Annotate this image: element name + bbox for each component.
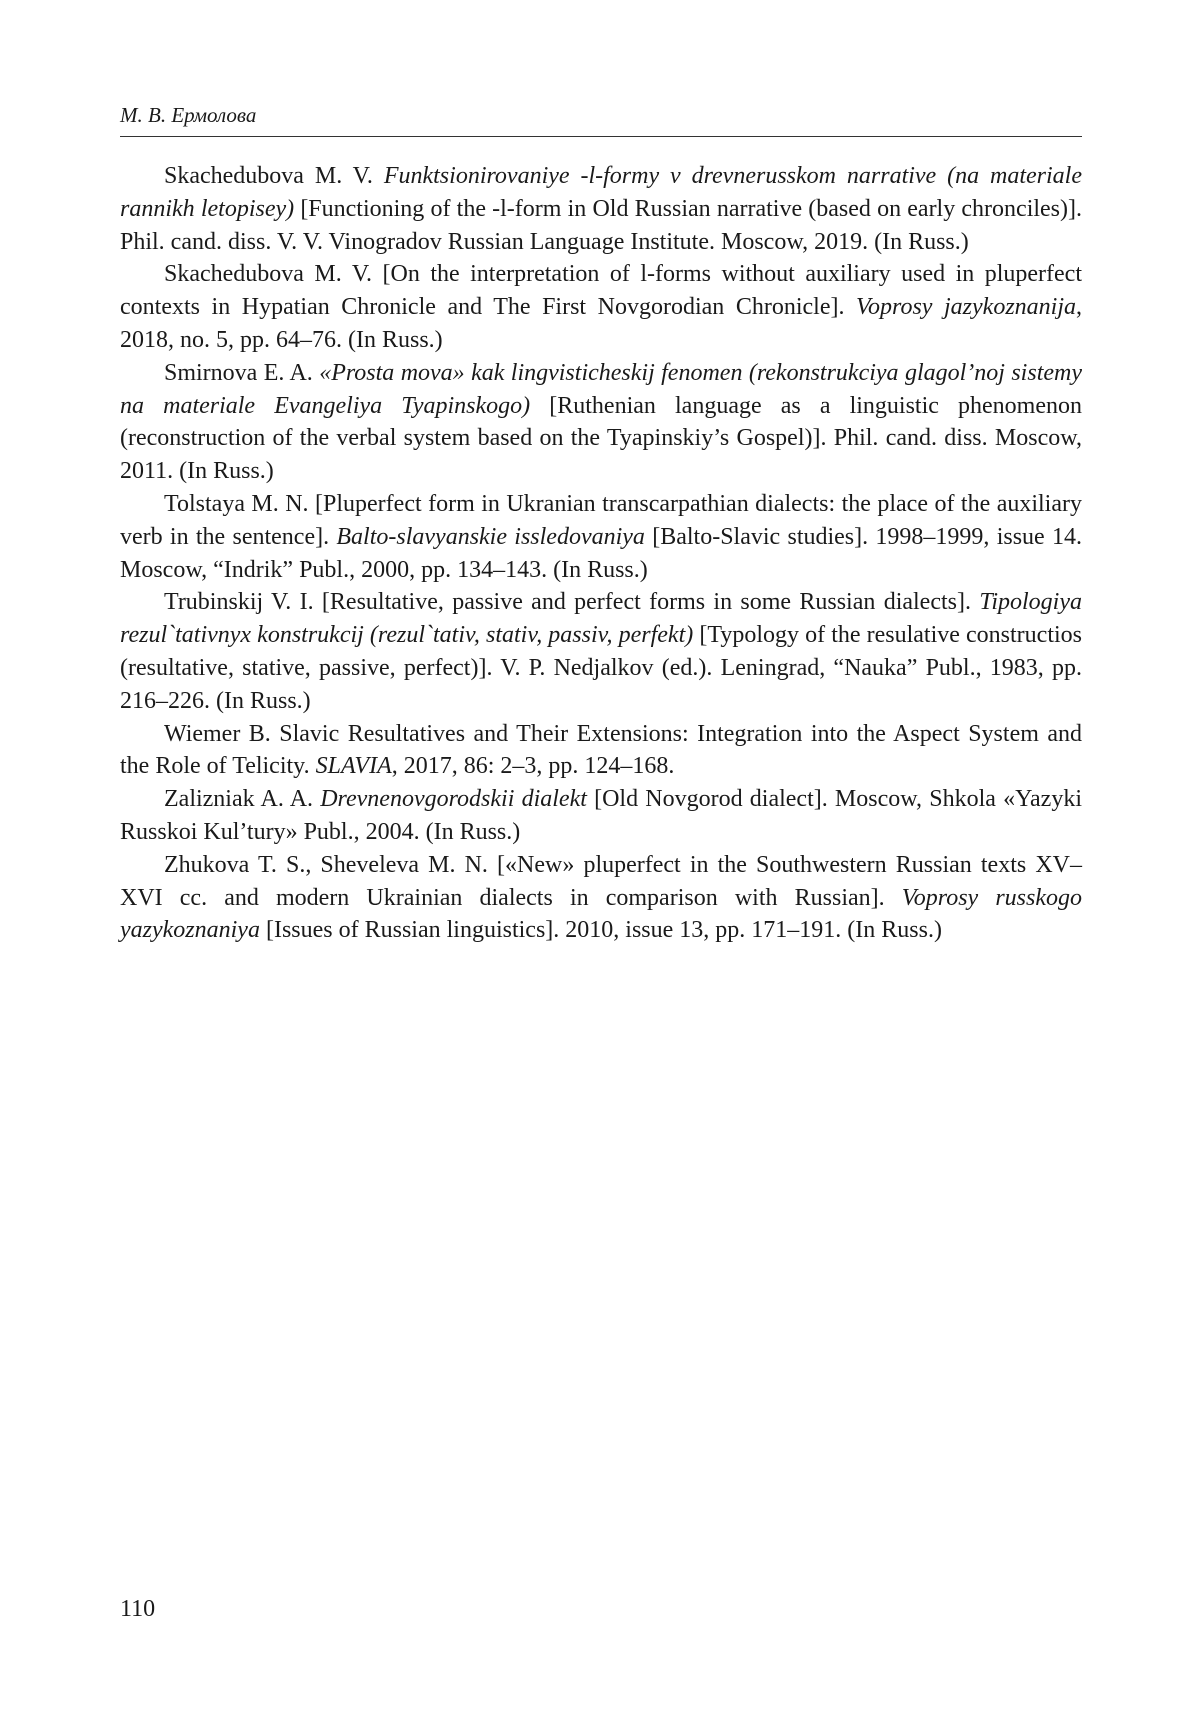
reference-title: Tipologiya rezul`tativnyx konstrukcij (rezul`tativ, stativ, passiv, perfekt): [120, 589, 1082, 649]
reference-entry: [120, 783, 1082, 849]
reference-title: SLAVIA: [315, 753, 392, 780]
reference-entry: [120, 718, 1082, 784]
reference-text: [Functioning of the -l-form in Old Russian narrative (based on early chronciles)]. Phil. cand. diss. V. V. Vinogradov Russian Language Institute. Moscow, 2019. (In Russ.): [120, 195, 1083, 255]
reference-entry: [120, 160, 1082, 258]
reference-text: Zhukova T. S., Sheveleva M. N. [«New» pluperfect in the Southwestern Russian texts XV–XVI cc. and modern Ukrainian dialects in comparison with Russian].: [120, 851, 1082, 911]
page-number: 110: [120, 1596, 156, 1622]
reference-list: [120, 160, 1082, 947]
reference-entry: [120, 258, 1082, 356]
reference-title: Voprosy russkogo yazykoznaniya: [120, 884, 1082, 944]
reference-text: Trubinskij V. I. [Resultative, passive and perfect forms in some Russian dialects].: [164, 589, 980, 616]
reference-text: Smirnova E. A.: [164, 359, 320, 386]
reference-text: Tolstaya M. N. [Pluperfect form in Ukranian transcarpathian dialects: the place of the auxiliary verb in the sentence].: [120, 490, 1082, 550]
reference-title: Voprosy jazykoznanija: [856, 294, 1076, 321]
header-author: М. В. Ермолова: [120, 103, 257, 127]
reference-text: [Typology of the resulative constructios (resultative, stative, passive, perfect)]. V. P. Nedjalkov (ed.). Leningrad, “Nauka” Publ., 1983, pp. 216–226. (In Russ.): [120, 622, 1082, 714]
reference-text: , 2018, no. 5, pp. 64–76. (In Russ.): [120, 294, 1082, 353]
reference-text: [Ruthenian language as a linguistic phenomenon (reconstruction of the verbal system based on the Tyapinskiy’s Gospel)]. Phil. cand. diss. Moscow, 2011. (In Russ.): [120, 392, 1083, 485]
reference-title: «Prosta mova» kak lingvisticheskij fenomen (rekonstrukciya glagol’noj sistemy na materiale Evangeliya Tyapinskogo): [120, 359, 1082, 419]
running-header: [120, 102, 1082, 137]
reference-title: Balto-slavyanskie issledovaniya: [336, 523, 645, 550]
reference-entry: [120, 488, 1082, 586]
reference-text: [Issues of Russian linguistics]. 2010, issue 13, pp. 171–191. (In Russ.): [259, 917, 942, 944]
reference-text: Zalizniak A. A.: [164, 786, 321, 813]
reference-title: Drevnenovgorodskii dialekt: [320, 786, 587, 813]
reference-entry: [120, 586, 1082, 717]
reference-entry: [120, 849, 1082, 947]
reference-text: [Balto-Slavic studies]. 1998–1999, issue 14. Moscow, “Indrik” Publ., 2000, pp. 134–143. (In Russ.): [120, 523, 1082, 583]
reference-text: Skachedubova M. V.: [164, 163, 384, 189]
reference-text: [Old Novgorod dialect]. Moscow, Shkola «Yazyki Russkoi Kul’tury» Publ., 2004. (In Russ.): [120, 786, 1082, 845]
reference-text: Wiemer B. Slavic Resultatives and Their Extensions: Integration into the Aspect System and the Role of Telicity.: [120, 720, 1082, 780]
reference-entry: [120, 357, 1082, 488]
reference-title: Funktsionirovaniye -l-formy v drevnerusskom narrative (na materiale rannikh letopisey): [120, 163, 1082, 222]
reference-text: , 2017, 86: 2–3, pp. 124–168.: [391, 753, 675, 780]
reference-text: Skachedubova M. V. [On the interpretation of l-forms without auxiliary used in pluperfect contexts in Hypatian Chronicle and The First Novgorodian Chronicle].: [120, 261, 1082, 321]
